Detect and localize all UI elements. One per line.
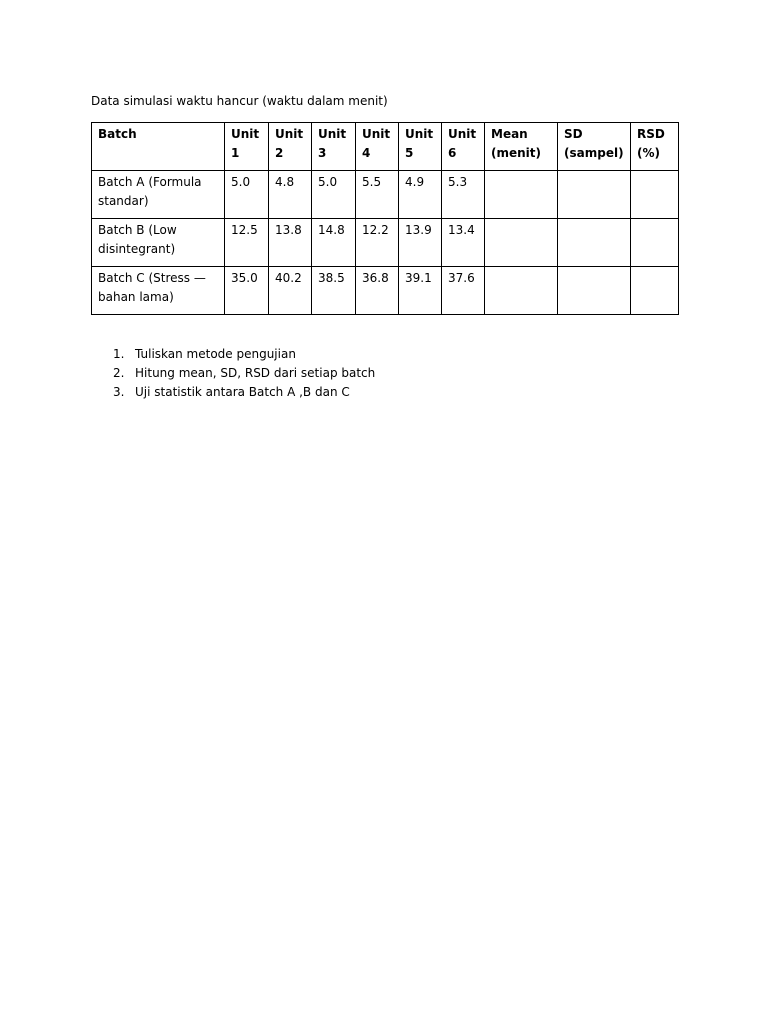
list-item-text: Tuliskan metode pengujian	[135, 347, 296, 361]
document-title: Data simulasi waktu hancur (waktu dalam menit)	[91, 94, 388, 108]
unit-value-cell: 40.2	[269, 267, 312, 315]
batch-name-cell: Batch B (Low disintegrant)	[92, 219, 225, 267]
unit-value-cell: 13.9	[399, 219, 442, 267]
unit-value-cell: 12.2	[356, 219, 399, 267]
unit-value-cell: 4.9	[399, 171, 442, 219]
mean-cell	[485, 219, 558, 267]
list-item-text: Hitung mean, SD, RSD dari setiap batch	[135, 366, 376, 380]
unit-value-cell: 13.8	[269, 219, 312, 267]
list-item	[91, 383, 375, 402]
unit-value-cell: 5.5	[356, 171, 399, 219]
unit-value-cell: 5.0	[225, 171, 269, 219]
unit-value-cell: 12.5	[225, 219, 269, 267]
unit-value-cell: 38.5	[312, 267, 356, 315]
table-row	[92, 171, 679, 219]
list-item-number: 2.	[113, 366, 125, 380]
header-sd: SD (sampel)	[558, 123, 631, 171]
unit-value-cell: 37.6	[442, 267, 485, 315]
header-unit-2: Unit 2	[269, 123, 312, 171]
header-unit-5: Unit 5	[399, 123, 442, 171]
rsd-cell	[631, 219, 679, 267]
unit-value-cell: 5.0	[312, 171, 356, 219]
header-rsd: RSD (%)	[631, 123, 679, 171]
list-item-text: Uji statistik antara Batch A ,B dan C	[135, 385, 350, 399]
table-header-row	[92, 123, 679, 171]
rsd-cell	[631, 267, 679, 315]
sd-cell	[558, 171, 631, 219]
header-batch: Batch	[92, 123, 225, 171]
table-row	[92, 267, 679, 315]
batch-name-cell: Batch A (Formula standar)	[92, 171, 225, 219]
list-item-number: 3.	[113, 385, 125, 399]
unit-value-cell: 13.4	[442, 219, 485, 267]
sd-cell	[558, 219, 631, 267]
unit-value-cell: 4.8	[269, 171, 312, 219]
header-unit-1: Unit 1	[225, 123, 269, 171]
unit-value-cell: 35.0	[225, 267, 269, 315]
unit-value-cell: 36.8	[356, 267, 399, 315]
batch-name-cell: Batch C (Stress — bahan lama)	[92, 267, 225, 315]
task-list	[91, 345, 375, 402]
list-item	[91, 364, 375, 383]
sd-cell	[558, 267, 631, 315]
list-item	[91, 345, 375, 364]
mean-cell	[485, 171, 558, 219]
unit-value-cell: 39.1	[399, 267, 442, 315]
header-mean: Mean (menit)	[485, 123, 558, 171]
header-unit-6: Unit 6	[442, 123, 485, 171]
disintegration-time-table	[91, 122, 679, 315]
unit-value-cell: 14.8	[312, 219, 356, 267]
table-row	[92, 219, 679, 267]
header-unit-4: Unit 4	[356, 123, 399, 171]
mean-cell	[485, 267, 558, 315]
list-item-number: 1.	[113, 347, 125, 361]
rsd-cell	[631, 171, 679, 219]
header-unit-3: Unit 3	[312, 123, 356, 171]
unit-value-cell: 5.3	[442, 171, 485, 219]
